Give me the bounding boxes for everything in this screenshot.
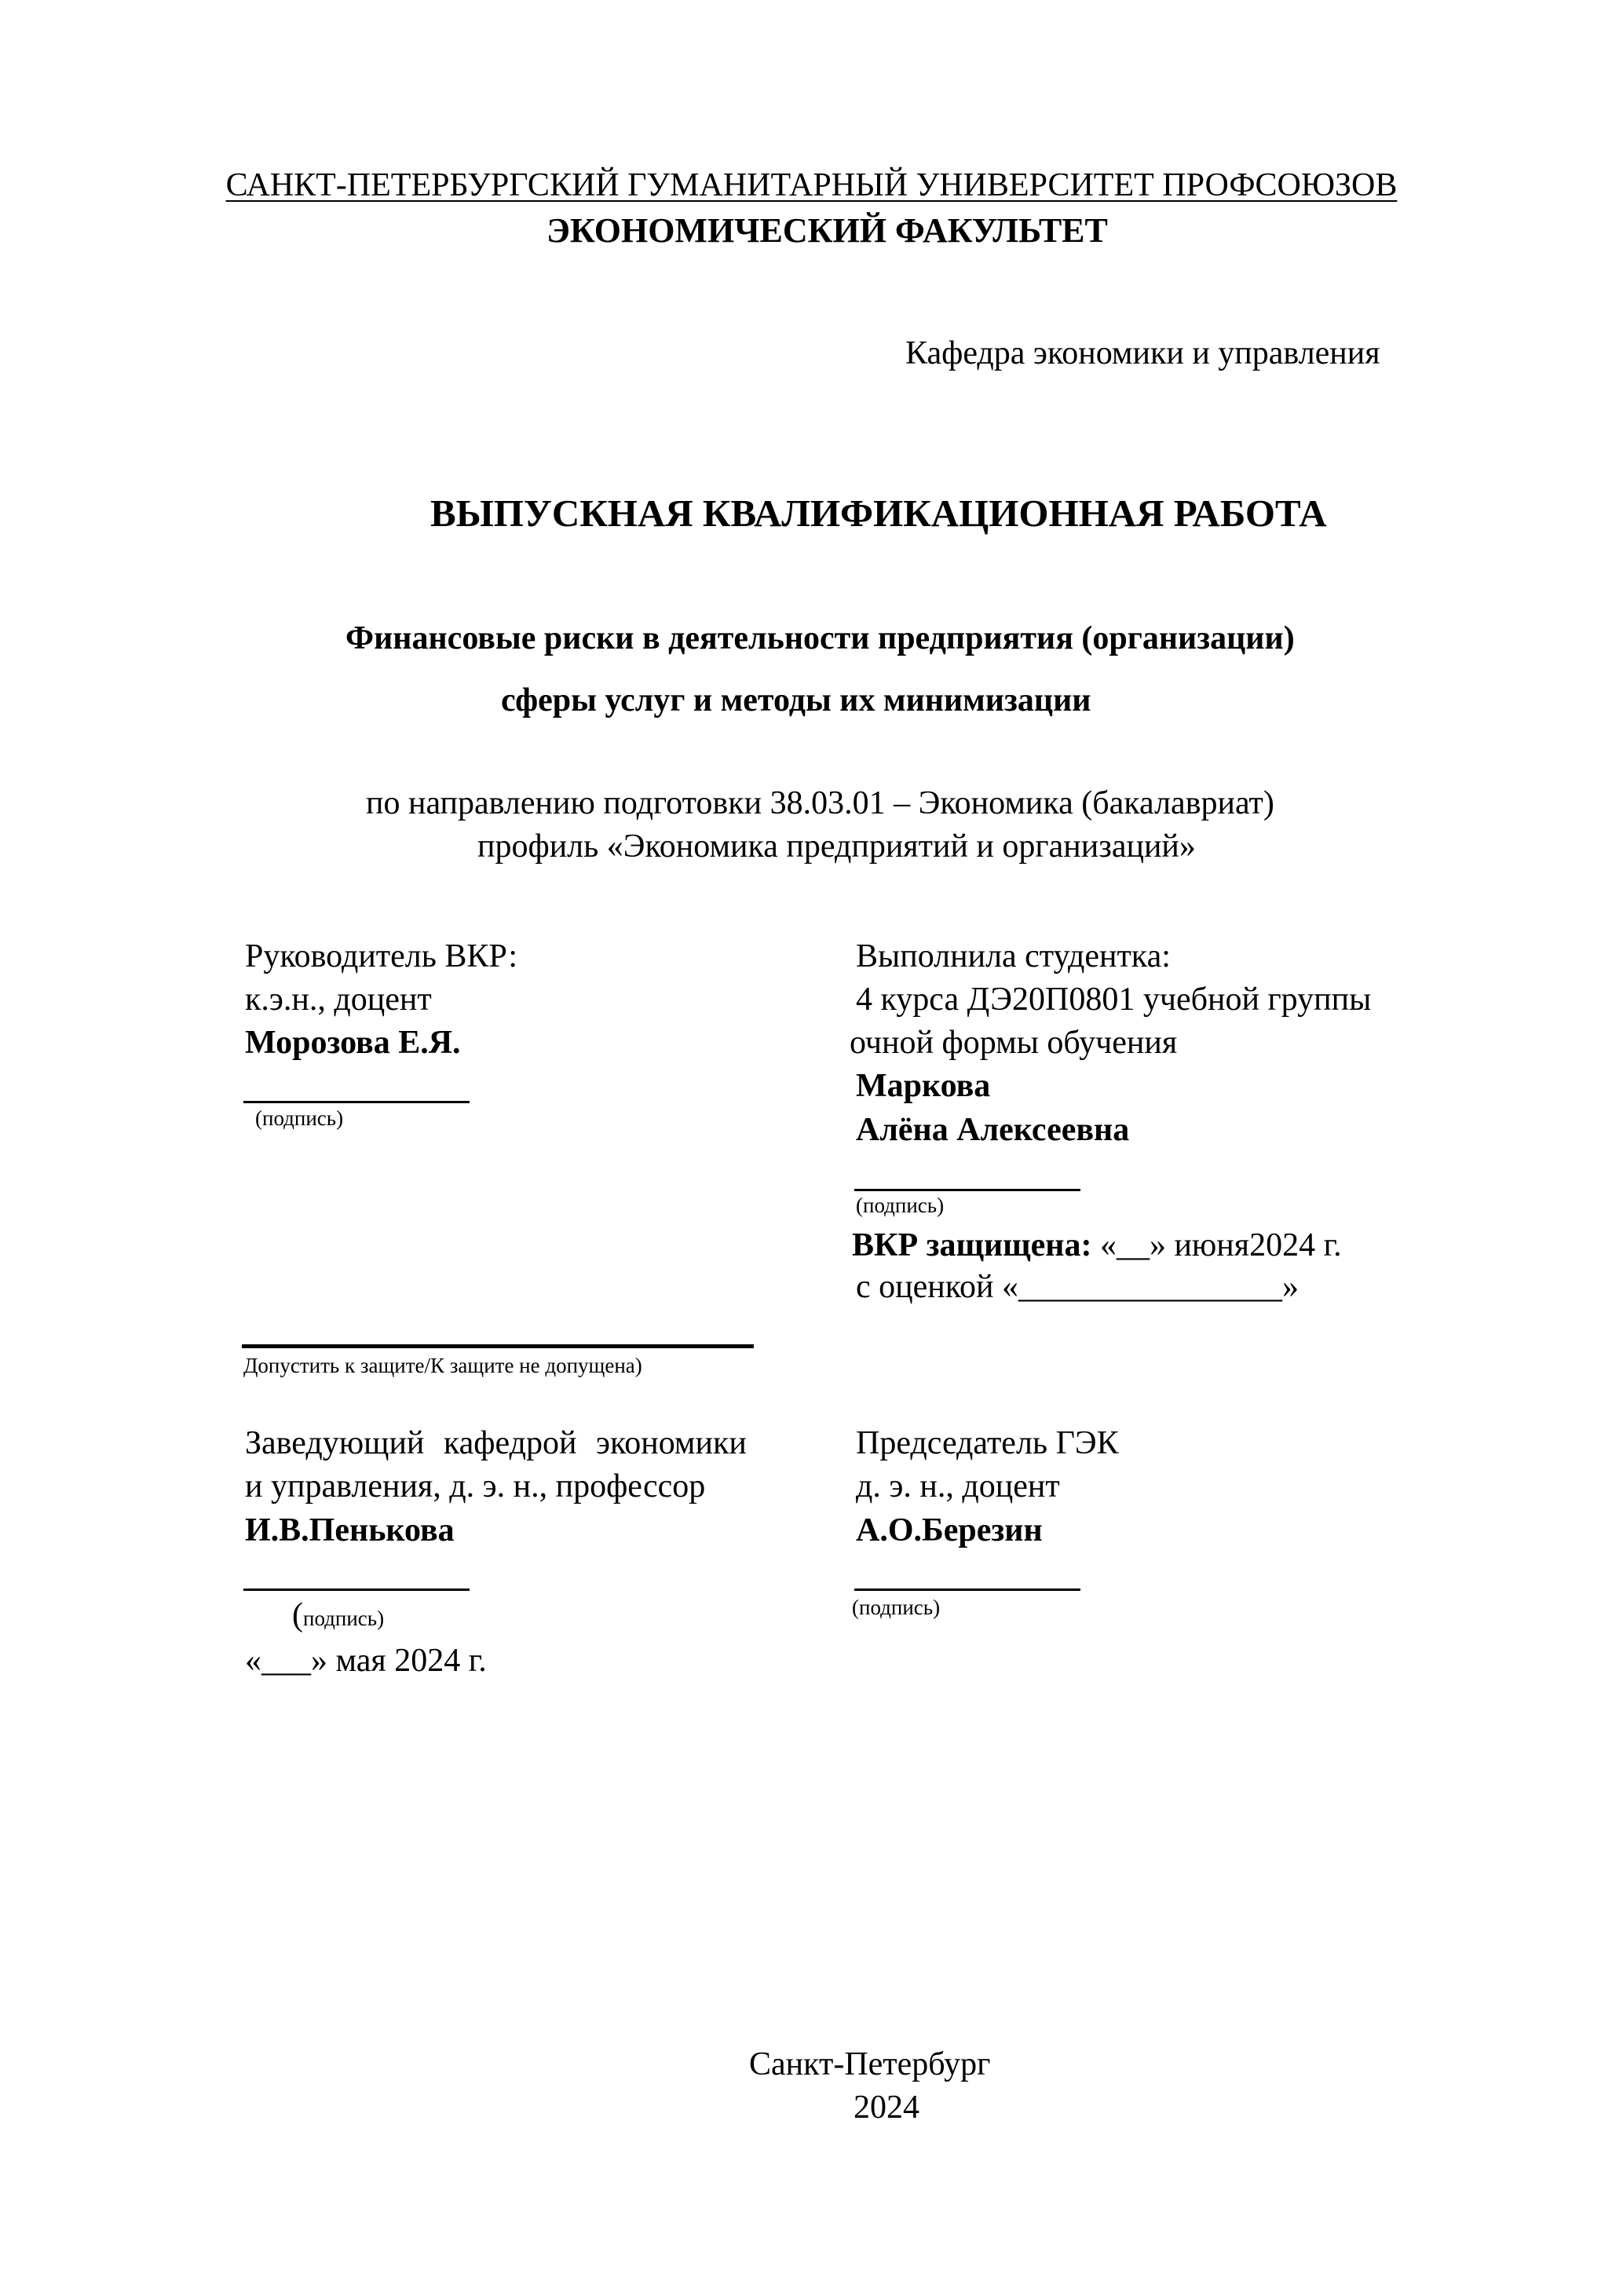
student-signature-line <box>854 1189 1080 1191</box>
student-given-names: Алёна Алексеевна <box>856 1112 1130 1148</box>
student-label: Выполнила студентка: <box>856 938 1171 974</box>
topic-line-2: сферы услуг и методы их минимизации <box>501 682 1091 718</box>
supervisor-degree: к.э.н., доцент <box>245 982 432 1018</box>
head-caption-word: подпись) <box>303 1607 385 1630</box>
student-course: 4 курса ДЭ20П0801 учебной группы <box>856 982 1372 1018</box>
chair-name: А.О.Березин <box>856 1512 1043 1548</box>
profile-line: профиль «Экономика предприятий и организаций» <box>477 828 1196 865</box>
department-name: Кафедра экономики и управления <box>905 335 1380 371</box>
student-signature-caption: (подпись) <box>856 1194 945 1217</box>
admission-signature-line <box>242 1344 754 1348</box>
defense-grade: с оценкой «________________» <box>856 1269 1299 1305</box>
chair-signature-caption: (подпись) <box>852 1596 941 1619</box>
work-type-title: ВЫПУСКНАЯ КВАЛИФИКАЦИОННАЯ РАБОТА <box>430 492 1327 535</box>
faculty-name: ЭКОНОМИЧЕСКИЙ ФАКУЛЬТЕТ <box>546 211 1108 250</box>
head-caption-paren: ( <box>292 1597 303 1633</box>
student-surname: Маркова <box>856 1068 991 1104</box>
head-signature-caption <box>292 1599 384 1632</box>
defense-date: «__» июня2024 г. <box>1099 1227 1342 1263</box>
head-name: И.В.Пенькова <box>245 1512 455 1548</box>
footer-city: Санкт-Петербург <box>749 2046 991 2082</box>
chair-degree: д. э. н., доцент <box>856 1468 1060 1504</box>
admission-caption: Допустить к защите/К защите не допущена) <box>243 1354 642 1377</box>
head-position-line-1-text: Заведующий кафедрой экономики <box>245 1425 747 1461</box>
chair-signature-line <box>854 1589 1080 1591</box>
supervisor-signature-caption: (подпись) <box>255 1106 344 1130</box>
head-position-line-1 <box>245 1427 822 1460</box>
supervisor-signature-line <box>243 1101 470 1103</box>
defense-label: ВКР защищена: <box>852 1227 1092 1263</box>
supervisor-name: Морозова Е.Я. <box>245 1025 461 1061</box>
head-date: «___» мая 2024 г. <box>245 1643 487 1679</box>
supervisor-label: Руководитель ВКР: <box>245 938 518 974</box>
head-signature-line <box>243 1589 470 1591</box>
head-position-line-2: и управления, д. э. н., профессор <box>245 1468 706 1504</box>
chair-label: Председатель ГЭК <box>856 1425 1119 1461</box>
defense-status <box>852 1229 1342 1262</box>
footer-year: 2024 <box>854 2089 919 2126</box>
university-name: САНКТ-ПЕТЕРБУРГСКИЙ ГУМАНИТАРНЫЙ УНИВЕРСИТЕТ ПРОФСОЮЗОВ <box>225 167 1398 203</box>
direction-line: по направлению подготовки 38.03.01 – Экономика (бакалавриат) <box>366 785 1274 821</box>
student-study-form: очной формы обучения <box>850 1025 1178 1061</box>
topic-line-1: Финансовые риски в деятельности предприятия (организации) <box>345 620 1295 656</box>
